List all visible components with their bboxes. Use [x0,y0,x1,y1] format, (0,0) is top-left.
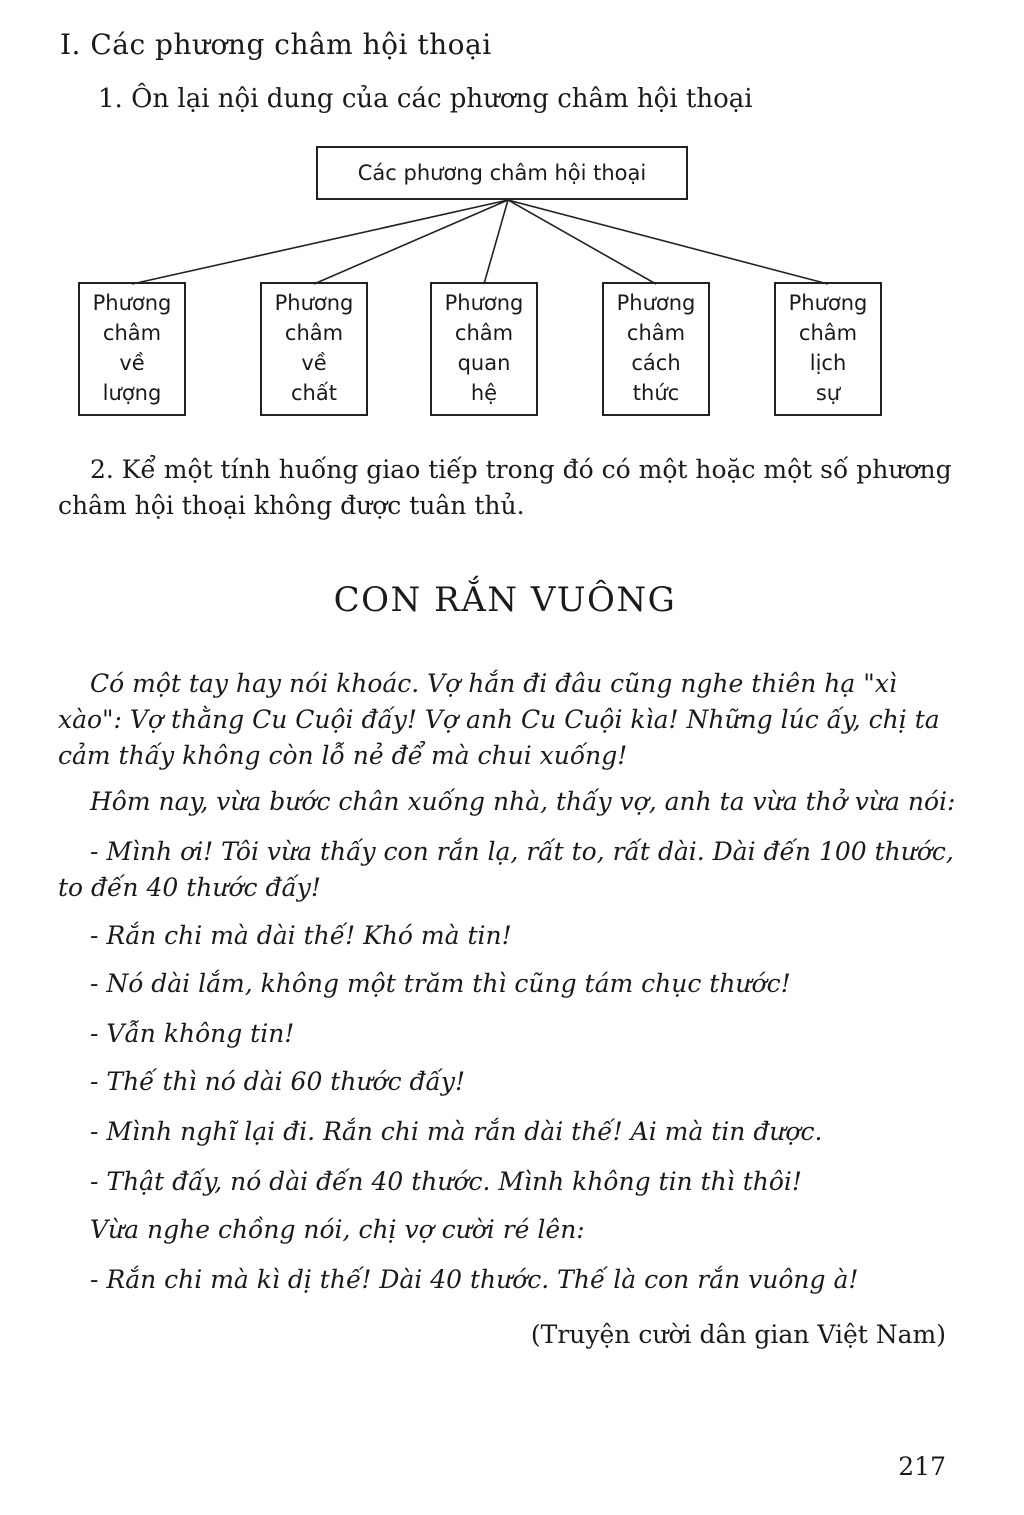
story-paragraph: Vừa nghe chồng nói, chị vợ cười ré lên: [90,1215,585,1244]
diagram-leaf-relation [430,282,538,416]
story-paragraph: - Rắn chi mà dài thế! Khó mà tin! [90,921,512,950]
leaf-line: hệ [470,381,498,405]
leaf-line: Phương [444,291,524,315]
story-paragraph: Hôm nay, vừa bước chân xuống nhà, thấy vợ, anh ta vừa thở vừa nói: [90,787,956,816]
connector-line [132,200,508,284]
leaf-line: lịch [809,351,847,375]
leaf-line: quan [457,351,511,375]
leaf-line: châm [798,321,858,345]
diagram-leaf-quality [260,282,368,416]
leaf-line: thức [632,381,680,405]
section-heading: I. Các phương châm hội thoại [60,28,492,61]
leaf-line: sự [815,381,841,405]
leaf-line: châm [102,321,162,345]
story-paragraph: - Rắn chi mà kì dị thế! Dài 40 thước. Thế là con rắn vuông à! [90,1265,859,1294]
item-1-text: 1. Ôn lại nội dung của các phương châm hội thoại [98,84,753,114]
connector-line [508,200,828,284]
leaf-line: Phương [788,291,868,315]
story-paragraph: - Thật đấy, nó dài đến 40 thước. Mình không tin thì thôi! [90,1167,802,1196]
leaf-line: châm [626,321,686,345]
leaf-line: cách [631,351,681,375]
leaf-line: châm [284,321,344,345]
leaf-line: Phương [92,291,172,315]
story-paragraph: - Nó dài lắm, không một trăm thì cũng tám chục thước! [90,969,791,998]
connector-line [508,200,656,284]
story-paragraph: - Vẫn không tin! [90,1019,295,1048]
story-paragraph: - Thế thì nó dài 60 thước đấy! [90,1067,466,1096]
story-title: CON RẮN VUÔNG [333,580,677,620]
page-number: 217 [898,1452,946,1481]
leaf-line: lượng [102,381,162,405]
story-paragraph: - Mình nghĩ lại đi. Rắn chi mà rắn dài thế! Ai mà tin được. [90,1117,823,1146]
diagram-root-box: Các phương châm hội thoại [316,146,688,200]
diagram-leaf-manner [602,282,710,416]
story-paragraph: Có một tay hay nói khoác. Vợ hắn đi đâu cũng nghe thiên hạ "xì xào": Vợ thằng Cu Cuội đấy! Vợ anh Cu Cuội kìa! Những lúc ấy, chị ta cảm thấy không còn lỗ nẻ để mà chui xuống! [58,669,940,770]
item-2-text: 2. Kể một tính huống giao tiếp trong đó có một hoặc một số phương châm hội thoại không được tuân thủ. [58,455,952,520]
leaf-line: Phương [616,291,696,315]
leaf-line: Phương [274,291,354,315]
connector-line [484,200,508,284]
diagram-leaf-quantity [78,282,186,416]
leaf-line: về [301,351,327,375]
story-source: (Truyện cười dân gian Việt Nam) [530,1320,946,1349]
leaf-line: chất [291,381,337,405]
story-paragraph: - Mình ơi! Tôi vừa thấy con rắn lạ, rất to, rất dài. Dài đến 100 thước, to đến 40 thước đấy! [58,837,954,902]
diagram-leaf-politeness [774,282,882,416]
leaf-line: châm [454,321,514,345]
connector-line [314,200,508,284]
leaf-line: về [119,351,145,375]
